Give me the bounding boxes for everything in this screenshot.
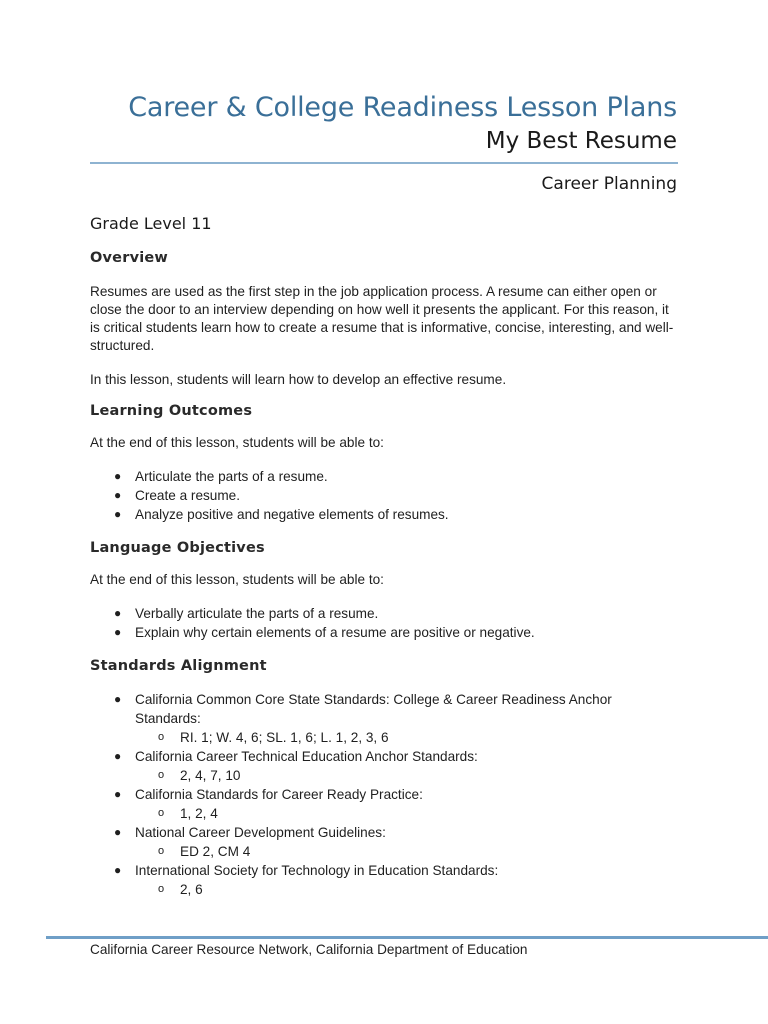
sub-list (135, 766, 680, 785)
language-objectives-intro: At the end of this lesson, students will be able to: (90, 572, 384, 587)
overview-paragraph-1: Resumes are used as the first step in the job application process. A resume can either open or close the door to an interview depending on how well it presents the applicant. For this reason, it is critical students learn how to create a resume that is informative, concise, interesting, and well-structured. (90, 284, 674, 353)
sub-list (135, 880, 680, 899)
bullet-icon: ● (114, 692, 122, 706)
list-item-text: California Career Technical Education Anchor Standards: (135, 749, 478, 764)
bullet-icon: ● (114, 825, 122, 839)
grade-level: Grade Level 11 (90, 214, 212, 233)
bullet-icon: ● (114, 863, 122, 877)
language-objectives-heading: Language Objectives (90, 540, 265, 556)
circle-bullet-icon: o (158, 807, 165, 819)
footer-divider (46, 936, 768, 939)
bullet-icon: ● (114, 749, 122, 763)
bullet-icon: ● (114, 507, 122, 521)
sub-list-item (135, 804, 680, 823)
standards-list (90, 690, 680, 899)
sub-list-item (135, 842, 680, 861)
list-item-text: California Standards for Career Ready Practice: (135, 787, 423, 802)
footer-text: California Career Resource Network, California Department of Education (90, 942, 528, 957)
list-item-text: Create a resume. (135, 488, 241, 503)
sub-list-item (135, 728, 680, 747)
bullet-icon: ● (114, 787, 122, 801)
language-objectives-list (90, 604, 680, 642)
overview-paragraph-2: In this lesson, students will learn how to develop an effective resume. (90, 372, 507, 387)
list-item-text: National Career Development Guidelines: (135, 825, 386, 840)
list-item-text: California Common Core State Standards: College & Career Readiness Anchor Standards: (135, 692, 612, 726)
list-item (90, 604, 680, 623)
sub-list-item (135, 766, 680, 785)
bullet-icon: ● (114, 625, 122, 639)
list-item-text: Articulate the parts of a resume. (135, 469, 328, 484)
list-item-text: Verbally articulate the parts of a resume. (135, 606, 379, 621)
circle-bullet-icon: o (158, 845, 165, 857)
learning-outcomes-list (90, 467, 680, 524)
list-item-text: International Society for Technology in Education Standards: (135, 863, 499, 878)
sub-list (135, 728, 680, 747)
sub-list-item-text: 2, 6 (180, 882, 203, 897)
bullet-icon: ● (114, 469, 122, 483)
list-item-text: Explain why certain elements of a resume are positive or negative. (135, 625, 535, 640)
learning-outcomes-heading: Learning Outcomes (90, 403, 253, 419)
list-item (90, 823, 680, 861)
list-item (90, 747, 680, 785)
standards-heading: Standards Alignment (90, 658, 267, 674)
circle-bullet-icon: o (158, 883, 165, 895)
list-item (90, 505, 680, 524)
sub-list-item (135, 880, 680, 899)
bullet-icon: ● (114, 606, 122, 620)
overview-heading: Overview (90, 250, 169, 266)
lesson-title: My Best Resume (485, 128, 677, 154)
list-item (90, 861, 680, 899)
sub-list-item-text: 2, 4, 7, 10 (180, 768, 241, 783)
circle-bullet-icon: o (158, 769, 165, 781)
title-divider (90, 162, 678, 164)
sub-list (135, 842, 680, 861)
sub-list (135, 804, 680, 823)
sub-list-item-text: 1, 2, 4 (180, 806, 218, 821)
document-title: Career & College Readiness Lesson Plans (128, 92, 677, 123)
list-item (90, 467, 680, 486)
list-item (90, 486, 680, 505)
sub-list-item-text: ED 2, CM 4 (180, 844, 251, 859)
list-item (90, 623, 680, 642)
learning-outcomes-intro: At the end of this lesson, students will be able to: (90, 435, 384, 450)
document-body (90, 212, 680, 899)
lesson-category: Career Planning (541, 174, 677, 194)
list-item-text: Analyze positive and negative elements of resumes. (135, 507, 449, 522)
sub-list-item-text: RI. 1; W. 4, 6; SL. 1, 6; L. 1, 2, 3, 6 (180, 730, 389, 745)
circle-bullet-icon: o (158, 731, 165, 743)
list-item (90, 690, 680, 747)
bullet-icon: ● (114, 488, 122, 502)
list-item (90, 785, 680, 823)
